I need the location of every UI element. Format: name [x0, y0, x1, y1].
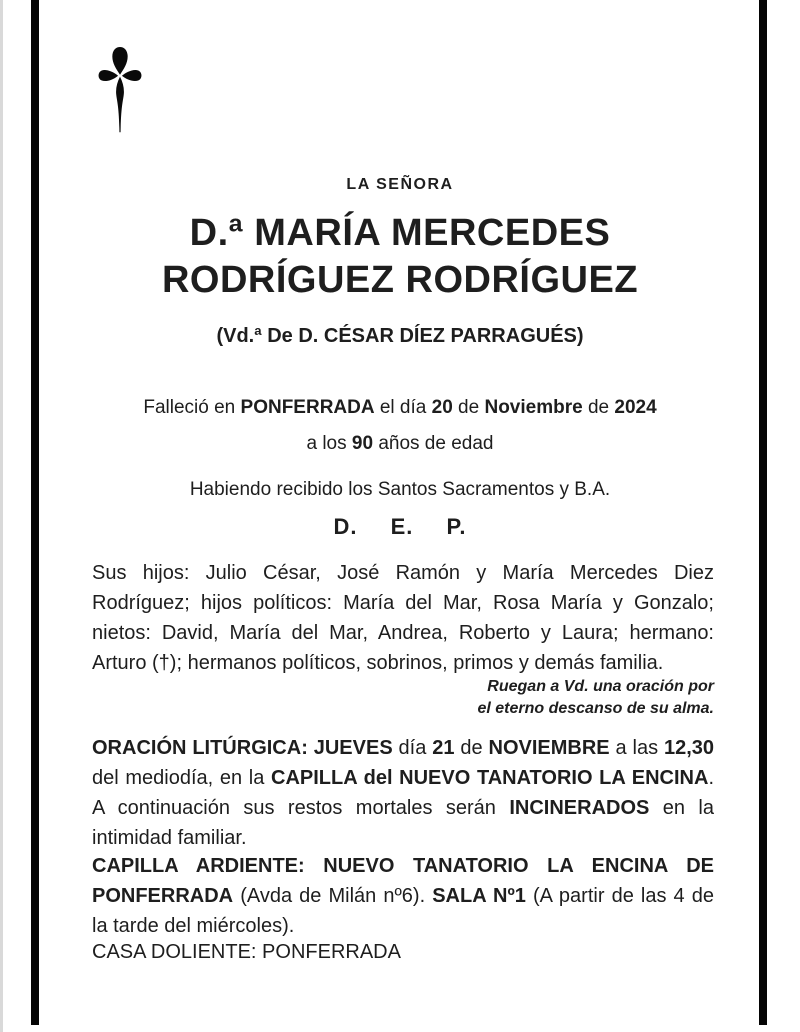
family-paragraph: Sus hijos: Julio César, José Ramón y María Mercedes Diez Rodríguez; hijos políticos: María del Mar, Rosa María y Gonzalo; nietos: David, María del Mar, Andrea, Roberto y Laura; hermano: Arturo (†); hermanos políticos, sobrinos, primos y demás familia. [92, 562, 714, 674]
sacraments-line: Habiendo recibido los Santos Sacramentos y B.A. [189, 479, 611, 500]
scan-edge-shadow [0, 0, 3, 1032]
widow-of-line: (Vd.ª De D. CÉSAR DÍEZ PARRAGUÉS) [216, 325, 584, 347]
notice-border-right [759, 0, 767, 1025]
notice-heading: LA SEÑORA [346, 176, 454, 193]
age-line: a los 90 años de edad [306, 433, 494, 454]
deceased-name-line1: D.ª MARÍA MERCEDES [189, 212, 611, 254]
cross-icon [97, 46, 143, 138]
prayer-line1: Ruegan a Vd. una oración por [487, 678, 714, 695]
prayer-note [477, 676, 714, 720]
liturgy-paragraph: ORACIÓN LITÚRGICA: JUEVES día 21 de NOVIEMBRE a las 12,30 del mediodía, en la CAPILLA del NUEVO TANATORIO LA ENCINA. A continuación sus restos mortales serán INCINERADOS en la intimidad familiar. [92, 737, 715, 849]
dep-abbreviation: D. E. P. [333, 514, 467, 539]
death-place-date-line: Falleció en PONFERRADA el día 20 de Noviembre de 2024 [143, 397, 657, 418]
chapel-paragraph: CAPILLA ARDIENTE: NUEVO TANATORIO LA ENCINA DE PONFERRADA (Avda de Milán nº6). SALA Nº1 (A partir de las 4 de la tarde del miércoles). [92, 855, 714, 937]
mourning-house-line: CASA DOLIENTE: PONFERRADA [92, 941, 401, 963]
prayer-line2: el eterno descanso de su alma. [477, 700, 714, 717]
notice-border-left [31, 0, 39, 1025]
deceased-name-line2: RODRÍGUEZ RODRÍGUEZ [161, 259, 639, 301]
